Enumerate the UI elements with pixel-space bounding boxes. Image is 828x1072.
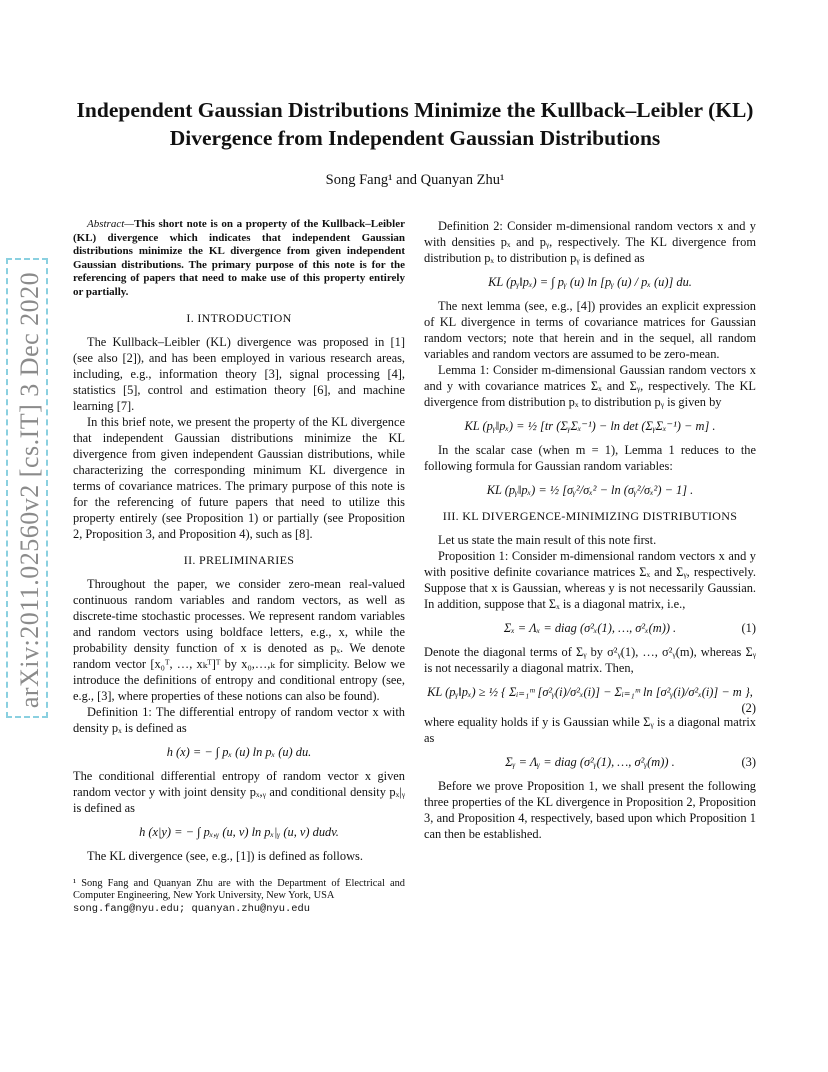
equality-condition-text: where equality holds if y is Gaussian while Σᵧ is a diagonal matrix as (424, 715, 756, 745)
equation-lemma-1: KL (pᵧ‖pₓ) = ½ [tr (ΣᵧΣₓ⁻¹) − ln det (ΣᵧΣₓ⁻¹) − m] . (464, 419, 716, 433)
arxiv-identifier-text: arXiv:2011.02560v2 [cs.IT] 3 Dec 2020 (15, 271, 44, 709)
left-column (73, 218, 405, 915)
definition-2: Definition 2: Consider m-dimensional random vectors x and y with densities pₓ and pᵧ, respectively. The KL divergence from distribution pₓ to distribution pᵧ is defined as (424, 219, 756, 265)
paper-title: Independent Gaussian Distributions Minimize the Kullback–Leibler (KL) Divergence from Independent Gaussian Distributions (76, 98, 754, 150)
abstract-label: Abstract— (87, 218, 135, 230)
conditional-entropy-text: The conditional differential entropy of random vector x given random vector y with joint density pₓ,ᵧ and conditional density pₓ|ᵧ is defined as (73, 768, 405, 815)
diagonal-terms-text: Denote the diagonal terms of Σᵧ by σ²ᵧ(1), …, σ²ᵧ(m), whereas Σᵧ is not necessarily a diagonal matrix. Then, (424, 645, 756, 675)
section-heading-preliminaries: II. PRELIMINARIES (183, 552, 295, 567)
equation-conditional-entropy: h (x|y) = − ∫ pₓ,ᵧ (u, v) ln pₓ|ᵧ (u, v) dudv. (139, 824, 339, 839)
equation-3 (424, 754, 756, 770)
arxiv-identifier (10, 270, 50, 710)
equation-2-body: KL (pᵧ‖pₓ) ≥ ½ { Σᵢ₌₁ᵐ [σ²ᵧ(i)/σ²ₓ(i)] − Σᵢ₌₁ᵐ ln [σ²ᵧ(i)/σ²ₓ(i)] − m }, (427, 685, 753, 699)
equation-2-number: (2) (741, 701, 756, 715)
prelim-paragraph-1: Throughout the paper, we consider zero-mean real-valued continuous random variables and random vectors, as well as discrete-time stochastic processes. We represent random variables and random vectors using boldface letters, e.g., x, while the probability density function of x is denoted as pₓ. We denote random vector [x₀ᵀ, …, xₖᵀ]ᵀ by x₀,…,ₖ for simplicity. Below we introduce the definitions of entropy and conditional entropy (see, e.g., [3], where properties of these notions can also be found). (73, 576, 405, 703)
abstract (73, 218, 405, 300)
section-3-intro: Let us state the main result of this note first. (438, 533, 657, 547)
equation-scalar-kl: KL (pᵧ‖pₓ) = ½ [σᵧ²/σₓ² − ln (σᵧ²/σₓ²) − 1] . (486, 483, 694, 497)
kl-intro-text: The KL divergence (see, e.g., [1]) is defined as follows. (87, 848, 363, 863)
closing-paragraph: Before we prove Proposition 1, we shall present the following three properties of the KL divergence in Proposition 2, Proposition 3, and Proposition 4, respectively, based upon which Proposition 1 can then be established. (424, 779, 756, 841)
equation-2 (424, 684, 756, 715)
scalar-case-text: In the scalar case (when m = 1), Lemma 1 reduces to the following formula for Gaussian random variables: (424, 443, 756, 473)
proposition-1: Proposition 1: Consider m-dimensional random vectors x and y with positive definite covariance matrices Σₓ and Σᵧ, respectively. Suppose that x is Gaussian, whereas y is not necessarily Gaussian. In addition, suppose that Σₓ is a diagonal matrix, i.e., (424, 549, 756, 611)
equation-3-number: (3) (741, 755, 756, 769)
equation-3-body: Σᵧ = Λᵧ = diag (σ²ᵧ(1), …, σ²ᵧ(m)) . (505, 755, 675, 769)
intro-paragraph-1: The Kullback–Leibler (KL) divergence was proposed in [1] (see also [2]), and has been employed in various research areas, including, e.g., information theory [3], signal processing [4], statistics [5], control and estimation theory [6], and machine learning [7]. (73, 334, 405, 413)
equation-1 (424, 620, 756, 636)
author-emails: song.fang@nyu.edu; quanyan.zhu@nyu.edu (73, 902, 310, 915)
section-heading-kl-minimizing: III. KL DIVERGENCE-MINIMIZING DISTRIBUTIONS (442, 509, 738, 523)
equation-kl-definition: KL (pᵧ‖pₓ) = ∫ pᵧ (u) ln [pᵧ (u) / pₓ (u)] du. (488, 275, 692, 289)
lemma-intro: The next lemma (see, e.g., [4]) provides an explicit expression of KL divergence in terms of covariance matrices for Gaussian random vectors; note that herein and in the sequel, all random variables and random vectors are assumed to be zero-mean. (424, 299, 756, 361)
definition-1: Definition 1: The differential entropy of random vector x with density pₓ is defined as (73, 704, 405, 735)
lemma-1: Lemma 1: Consider m-dimensional Gaussian random vectors x and y with covariance matrices Σₓ and Σᵧ, respectively. The KL divergence from distribution pₓ to distribution pᵧ is given by (424, 363, 756, 409)
footnote (73, 878, 405, 916)
equation-entropy: h (x) = − ∫ pₓ (u) ln pₓ (u) du. (166, 744, 312, 759)
abstract-text: This short note is on a property of the Kullback–Leibler (KL) divergence which indicates that independent Gaussian distributions minimize the KL divergence from given independent Gaussian distributions. The primary purpose of this note is for the referencing of papers that need to make use of this property entirely or partially. (73, 218, 405, 298)
footnote-text: ¹ Song Fang and Quanyan Zhu are with the Department of Electrical and Computer Engineering, New York University, New York, USA (73, 877, 405, 902)
equation-1-body: Σₓ = Λₓ = diag (σ²ₓ(1), …, σ²ₓ(m)) . (503, 621, 677, 635)
right-column (424, 218, 756, 842)
intro-paragraph-2: In this brief note, we present the property of the KL divergence that independent Gaussian distributions minimize the KL divergence from given independent Gaussian distributions, while characterizing the corresponding minimum KL divergence in terms of covariance matrices. The primary purpose of this note is for the referencing of future papers that need to utilize this property entirely (see Proposition 1) or partially (see Proposition 2, Proposition 3, and Proposition 4), such as [8]. (73, 414, 405, 541)
paper-authors: Song Fang¹ and Quanyan Zhu¹ (325, 172, 505, 188)
section-heading-introduction: I. INTRODUCTION (186, 310, 292, 325)
equation-1-number: (1) (741, 621, 756, 635)
